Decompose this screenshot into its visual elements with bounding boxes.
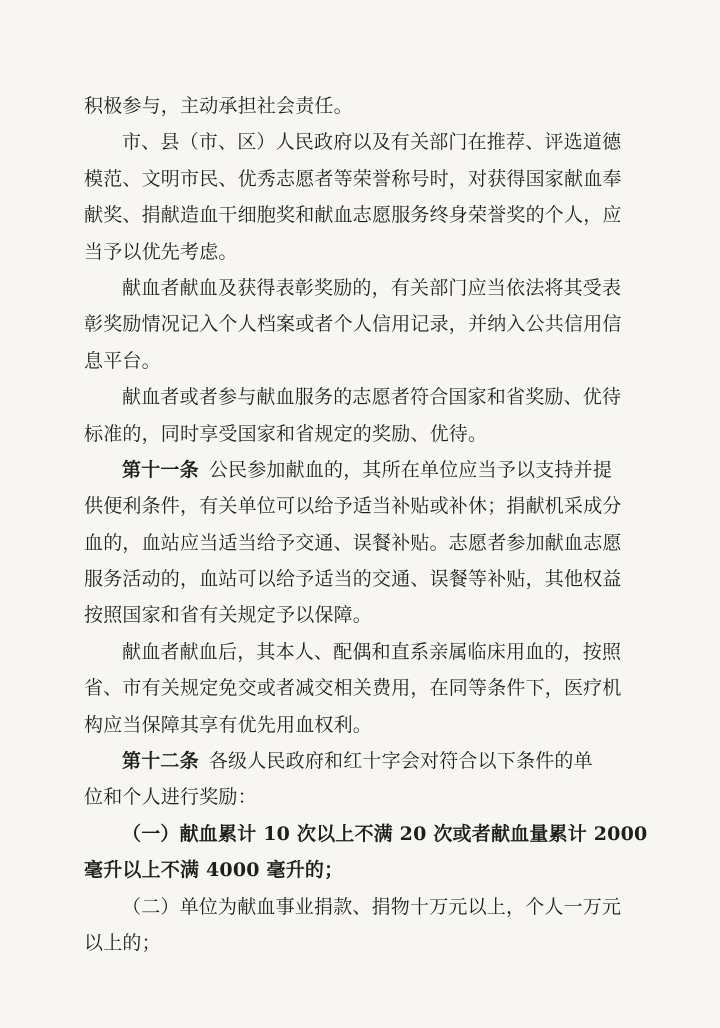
article-heading: 第十二条 (122, 750, 199, 773)
list-item-line: （二）单位为献血事业捐款、捐物十万元以上，个人一万元 (122, 895, 622, 918)
text-line: 积极参与，主动承担社会责任。 (84, 95, 353, 117)
paragraph-start-line: 献血者献血后，其本人、配偶和直系亲属临床用血的，按照 (122, 640, 622, 663)
text-line: 息平台。 (84, 349, 161, 372)
article-text: 各级人民政府和红十字会对符合以下条件的单 (208, 750, 593, 773)
paragraph-start-line: 市、县（市、区）人民政府以及有关部门在推荐、评选道德 (122, 131, 622, 154)
list-item-line: （一）献血累计 10 次以上不满 20 次或者献血量累计 2000 (122, 822, 648, 845)
text-line: 位和个人进行奖励： (84, 786, 257, 809)
text-line: 按照国家和省有关规定予以保障。 (84, 604, 373, 627)
paragraph-start-line: 献血者或者参与献血服务的志愿者符合国家和省奖励、优待 (122, 386, 622, 409)
text-line: 毫升以上不满 4000 毫升的； (84, 859, 344, 882)
text-line: 血的，血站应当适当给予交通、误餐补贴。志愿者参加献血志愿 (84, 531, 622, 554)
paragraph-start-line: 献血者献血及获得表彰奖励的，有关部门应当依法将其受表 (122, 276, 622, 299)
article-heading: 第十一条 (122, 458, 199, 481)
article-text: 公民参加献血的，其所在单位应当予以支持并提 (208, 458, 613, 481)
text-line: 献奖、捐献造血干细胞奖和献血志愿服务终身荣誉奖的个人，应 (84, 204, 622, 227)
text-line: 以上的； (84, 931, 161, 954)
text-line: 省、市有关规定免交或者减交相关费用，在同等条件下，医疗机 (84, 677, 622, 700)
article-12-line (84, 743, 640, 779)
text-line: 彰奖励情况记入个人档案或者个人信用记录，并纳入公共信用信 (84, 313, 622, 336)
text-line: 服务活动的，血站可以给予适当的交通、误餐等补贴，其他权益 (84, 568, 622, 591)
text-line: 供便利条件，有关单位可以给予适当补贴或补休；捐献机采成分 (84, 495, 622, 518)
text-line: 当予以优先考虑。 (84, 240, 238, 263)
text-line: 模范、文明市民、优秀志愿者等荣誉称号时，对获得国家献血奉 (84, 167, 622, 190)
text-line: 构应当保障其享有优先用血权利。 (84, 713, 373, 736)
article-11-line (84, 452, 640, 488)
text-line: 标准的，同时享受国家和省规定的奖励、优待。 (84, 422, 488, 445)
